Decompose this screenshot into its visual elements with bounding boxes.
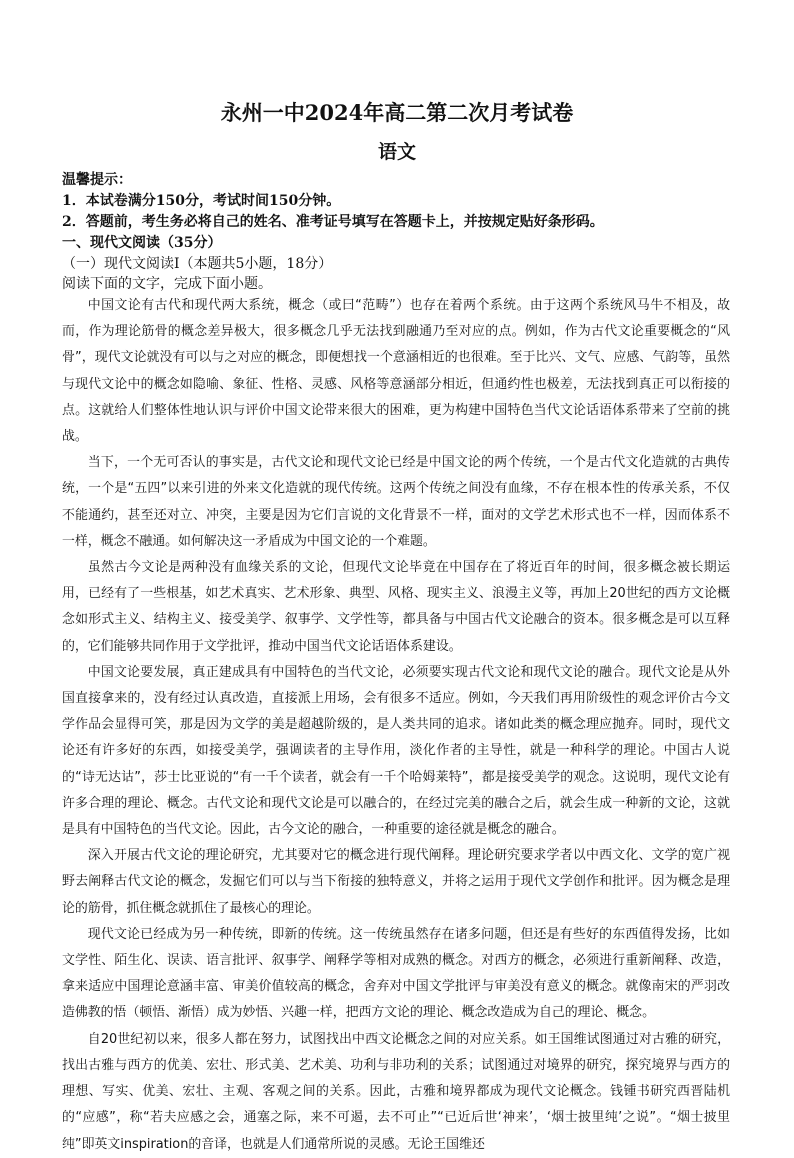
section-subheading: （一）现代文阅读Ⅰ（本题共5小题，18分） — [62, 256, 333, 272]
exam-title: 永州一中2024年高二第二次月考试卷 — [220, 100, 574, 125]
tips-heading: 温馨提示： — [62, 172, 132, 188]
passage-paragraph: 中国文论有古代和现代两大系统，概念（或曰“范畴”）也存在着两个系统。由于这两个系统风马牛不相及，故而，作为理论筋骨的概念差异极大，很多概念几乎无法找到融通乃至对应的点。例如，作为古代文论重要概念的“风骨”，现代文论就没有可以与之对应的概念，即便想找一个意涵相近的也很难。至于比兴、文气、应感、气韵等，虽然与现代文论中的概念如隐喻、象征、性格、灵感、风格等意涵部分相近，但通约性也极差，无法找到真正可以衔接的点。这就给人们整体性地认识与评价中国文论带来很大的困难，更为构建中国特色当代文论话语体系带来了空前的挑战。 — [62, 298, 730, 445]
passage-paragraph: 虽然古今文论是两种没有血缘关系的文论，但现代文论毕竟在中国存在了将近百年的时间，很多概念被长期运用，已经有了一些根基，如艺术真实、艺术形象、典型、风格、现实主义、浪漫主义等，再加上20世纪的西方文论概念如形式主义、结构主义、接受美学、叙事学、文学性等，都具备与中国古代文论融合的资本。很多概念是可以互释的，它们能够共同作用于文学批评，推动中国当代文论话语体系建设。 — [62, 560, 730, 654]
passage-paragraph: 现代文论已经成为另一种传统，即新的传统。这一传统虽然存在诸多问题，但还是有些好的东西值得发扬，比如文学性、陌生化、误读、语言批评、叙事学、阐释学等相对成熟的概念。对西方的概念，必须进行重新阐释、改造，拿来适应中国理论意涵丰富、审美价值较高的概念，舍弃对中国文学批评与审美没有意义的概念。就像南宋的严羽改造佛教的悟（顿悟、渐悟）成为妙悟、兴趣一样，把西方文论的理论、概念改造成为自己的理论、概念。 — [62, 926, 730, 1021]
subject-title: 语文 — [377, 141, 416, 163]
tip-item-2: 2．答题前，考生务必将自己的姓名、准考证号填写在答题卡上，并按规定贴好条形码。 — [62, 214, 604, 230]
tip-item-1: 1．本试卷满分150分，考试时间150分钟。 — [62, 193, 341, 209]
reading-passage — [62, 293, 730, 1158]
section-heading: 一、现代文阅读（35分） — [62, 235, 222, 251]
passage-paragraph: 中国文论要发展，真正建成具有中国特色的当代文论，必须要实现古代文论和现代文论的融合。现代文论是从外国直接拿来的，没有经过认真改造，直接派上用场，会有很多不适应。例如，今天我们再用阶级性的观念评价古今文学作品会显得可笑，那是因为文学的美是超越阶级的，是人类共同的追求。诸如此类的概念理应抛弃。同时，现代文论还有许多好的东西，如接受美学，强调读者的主导作用，淡化作者的主导性，就是一种科学的理论。中国古人说的“诗无达诂”，莎士比亚说的“有一千个读者，就会有一千个哈姆莱特”，都是接受美学的观念。这说明，现代文论有许多合理的理论、概念。古代文论和现代文论是可以融合的，在经过完美的融合之后，就会生成一种新的文论，这就是具有中国特色的当代文论。因此，古今文论的融合，一种重要的途径就是概念的融合。 — [62, 664, 730, 838]
reading-instruction: 阅读下面的文字，完成下面小题。 — [62, 276, 272, 292]
passage-paragraph: 深入开展古代文论的理论研究，尤其要对它的概念进行现代阐释。理论研究要求学者以中西文化、文学的宽广视野去阐释古代文论的概念，发掘它们可以与当下衔接的独特意义，并将之运用于现代文学创作和批评。因为概念是理论的筋骨，抓住概念就抓住了最核心的理论。 — [62, 848, 730, 916]
passage-paragraph: 自20世纪初以来，很多人都在努力，试图找出中西文论概念之间的对应关系。如王国维试图通过对古雅的研究，找出古雅与西方的优美、宏壮、形式美、艺术美、功利与非功利的关系；试图通过对境界的研究，探究境界与西方的理想、写实、优美、宏壮、主观、客观之间的关系。因此，古雅和境界都成为现代文论概念。钱锺书研究西晋陆机的“应感”，称“若夫应感之会，通塞之际，来不可遏，去不可止”“已近后世‘神来’，‘烟士披里纯’之说”。“烟士披里纯”即英文inspiration的音译，也就是人们通常所说的灵感。无论王国维还 — [62, 1031, 730, 1152]
passage-paragraph: 当下，一个无可否认的事实是，古代文论和现代文论已经是中国文论的两个传统，一个是古代文化造就的古典传统，一个是“五四”以来引进的外来文化造就的现代传统。这两个传统之间没有血缘，不存在根本性的传承关系，不仅不能通约，甚至还对立、冲突，主要是因为它们言说的文化背景不一样，面对的文学艺术形式也不一样，因而体系不一样，概念不融通。如何解决这一矛盾成为中国文论的一个难题。 — [62, 455, 730, 549]
